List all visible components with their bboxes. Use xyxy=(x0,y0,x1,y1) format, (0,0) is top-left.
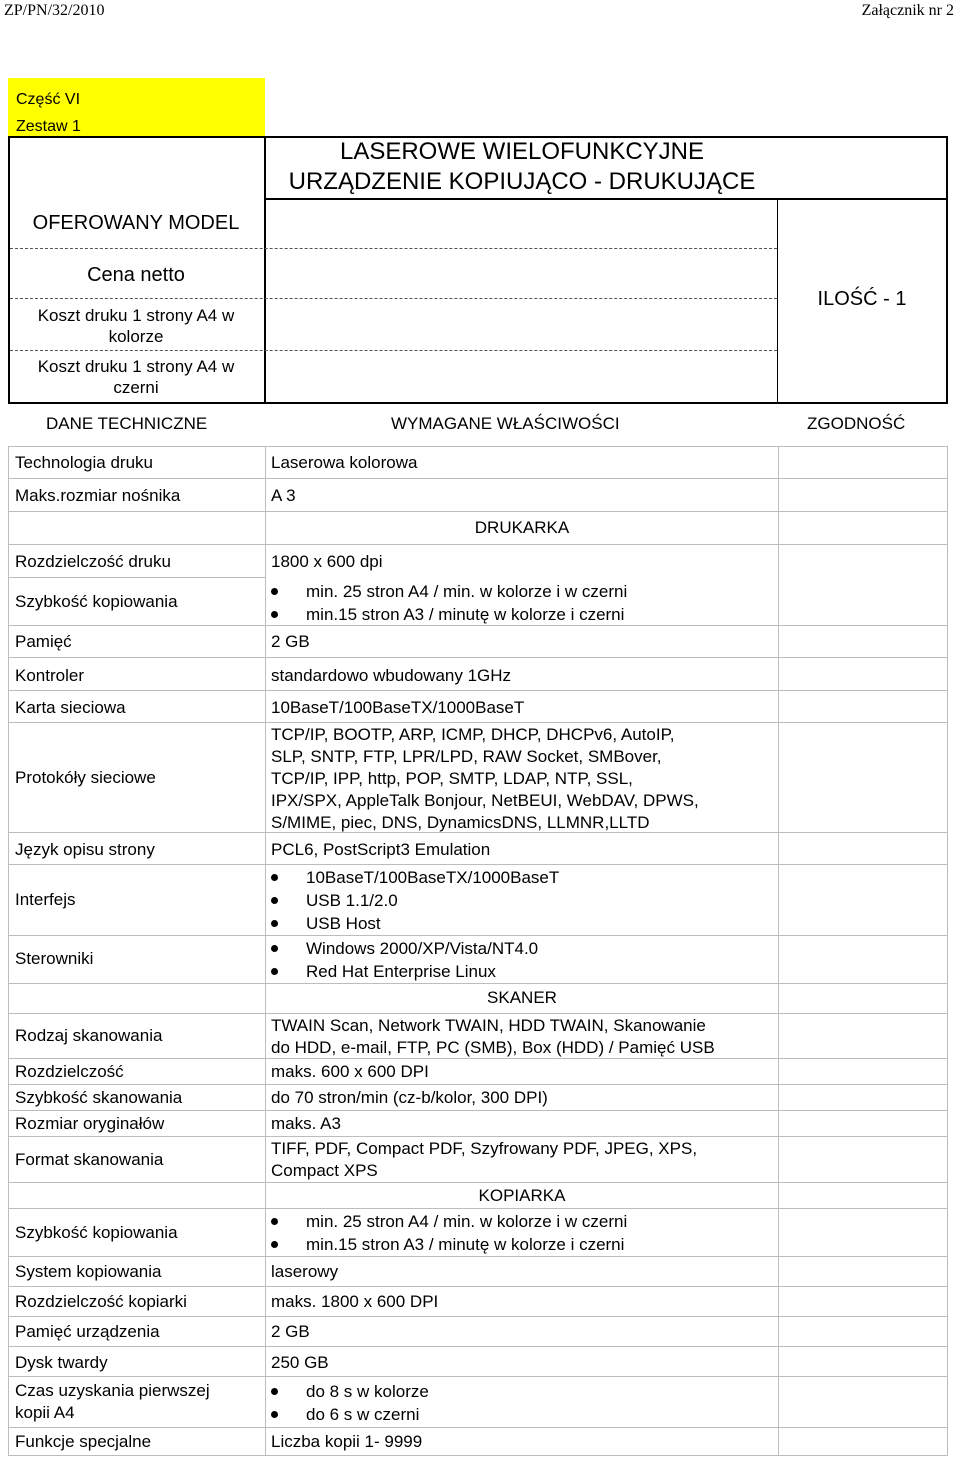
document-reference: ZP/PN/32/2010 xyxy=(4,2,105,19)
value-network-card: 10BaseT/100BaseTX/1000BaseT xyxy=(271,698,525,717)
value-copy-system: laserowy xyxy=(271,1262,339,1281)
set-number: Zestaw 1 xyxy=(16,118,81,135)
section-scanner: SKANER xyxy=(487,988,557,1007)
table-rule xyxy=(8,1182,948,1183)
color-page-cost-label: Koszt druku 1 strony A4 w kolorze xyxy=(37,306,235,346)
label-print-resolution: Rozdzielczość druku xyxy=(15,552,171,571)
label-memory: Pamięć xyxy=(15,632,72,651)
value-special-functions: Liczba kopii 1- 9999 xyxy=(271,1432,423,1451)
table-rule xyxy=(8,1084,948,1085)
label-first-copy-time: Czas uzyskania pierwszej kopii A4 xyxy=(15,1381,210,1422)
attachment-label: Załącznik nr 2 xyxy=(861,2,954,19)
value-network-protocols: TCP/IP, BOOTP, ARP, ICMP, DHCP, DHCPv6, AutoIP, SLP, SNTP, FTP, LPR/LPD, RAW Socket, SMBover, TCP/IP, IPP, http, POP, SMTP, LDAP, NTP, SSL, IPX/SPX, AppleTalk Bonjour, NetBEUI, WebDAV, DPWS, S/MIME, piec, DNS, DynamicsDNS, LLMNR,LLTD xyxy=(271,725,699,832)
quantity-label: ILOŚĆ - 1 xyxy=(817,288,907,310)
list-item: USB Host xyxy=(271,912,559,935)
copy-speed-list xyxy=(271,1210,627,1256)
value-scan-resolution: maks. 600 x 600 DPI xyxy=(271,1062,429,1081)
value-scan-speed: do 70 stron/min (cz-b/kolor, 300 DPI) xyxy=(271,1088,548,1107)
table-rule xyxy=(8,511,948,512)
table-rule xyxy=(8,864,948,865)
value-scan-type: TWAIN Scan, Network TWAIN, HDD TWAIN, Skanowanie do HDD, e-mail, FTP, PC (SMB), Box (HDD) / Pamięć USB xyxy=(271,1016,715,1057)
table-vertical-left xyxy=(8,446,9,1456)
frame-bottom xyxy=(8,402,948,404)
list-item: USB 1.1/2.0 xyxy=(271,889,559,912)
table-rule xyxy=(8,1427,948,1428)
table-rule xyxy=(8,1286,948,1287)
model-row-divider xyxy=(10,248,777,249)
first-copy-time-list xyxy=(271,1380,429,1426)
frame-title-bottom xyxy=(266,198,948,200)
label-scan-speed: Szybkość skanowania xyxy=(15,1088,183,1107)
label-copier-resolution: Rozdzielczość kopiarki xyxy=(15,1292,187,1311)
drivers-list xyxy=(271,937,538,983)
label-original-size: Rozmiar oryginałów xyxy=(15,1114,165,1133)
table-rule xyxy=(8,446,948,447)
list-item: Red Hat Enterprise Linux xyxy=(271,960,538,983)
part-label-box xyxy=(8,78,265,136)
column-tech-data: DANE TECHNICZNE xyxy=(46,414,208,433)
section-printer: DRUKARKA xyxy=(474,518,570,537)
frame-right xyxy=(946,136,948,404)
table-rule xyxy=(8,935,948,936)
list-item: min.15 stron A3 / minutę w kolorze i czerni xyxy=(271,1233,627,1256)
label-print-technology: Technologia druku xyxy=(15,453,153,472)
label-scan-format: Format skanowania xyxy=(15,1150,164,1169)
table-vertical-mid xyxy=(265,446,266,1456)
section-copier: KOPIARKA xyxy=(478,1186,566,1205)
column-compliance: ZGODNOŚĆ xyxy=(807,414,906,433)
list-item: do 8 s w kolorze xyxy=(271,1380,429,1403)
label-drivers: Sterowniki xyxy=(15,949,94,968)
label-max-media-size: Maks.rozmiar nośnika xyxy=(15,486,181,505)
value-copier-resolution: maks. 1800 x 600 DPI xyxy=(271,1292,439,1311)
label-controller: Kontroler xyxy=(15,666,84,685)
table-rule xyxy=(8,1376,948,1377)
table-rule xyxy=(8,1136,948,1137)
value-controller: standardowo wbudowany 1GHz xyxy=(271,666,512,685)
label-page-description-language: Język opisu strony xyxy=(15,840,155,859)
table-rule xyxy=(8,1316,948,1317)
value-print-technology: Laserowa kolorowa xyxy=(271,453,418,472)
table-rule xyxy=(8,690,948,691)
price-row-divider xyxy=(10,298,777,299)
column-requirements: WYMAGANE WŁAŚCIWOŚCI xyxy=(391,414,620,433)
label-copy-system: System kopiowania xyxy=(15,1262,162,1281)
value-max-media-size: A 3 xyxy=(271,486,296,505)
list-item: 10BaseT/100BaseTX/1000BaseT xyxy=(271,866,559,889)
label-scan-resolution: Rozdzielczość xyxy=(15,1062,124,1081)
list-item: min. 25 stron A4 / min. w kolorze i w czerni xyxy=(271,1210,627,1233)
bw-page-cost-label: Koszt druku 1 strony A4 w czerni xyxy=(37,357,235,397)
list-item: min. 25 stron A4 / min. w kolorze i w czerni xyxy=(271,580,627,603)
table-rule xyxy=(8,722,948,723)
table-rule xyxy=(8,1208,948,1209)
value-hard-disk: 250 GB xyxy=(271,1353,329,1372)
label-print-speed: Szybkość kopiowania xyxy=(15,592,178,611)
label-hard-disk: Dysk twardy xyxy=(15,1353,108,1372)
table-rule xyxy=(8,1455,948,1456)
value-original-size: maks. A3 xyxy=(271,1114,341,1133)
net-price-label: Cena netto xyxy=(87,264,185,286)
label-network-protocols: Protokóły sieciowe xyxy=(15,768,156,787)
label-scan-type: Rodzaj skanowania xyxy=(15,1026,163,1045)
value-print-resolution: 1800 x 600 dpi xyxy=(271,552,383,571)
table-rule xyxy=(8,1013,948,1014)
list-item: do 6 s w czerni xyxy=(271,1403,429,1426)
offered-model-label: OFEROWANY MODEL xyxy=(32,212,240,234)
part-number: Część VI xyxy=(16,91,81,108)
table-rule xyxy=(8,657,948,658)
label-special-functions: Funkcje specjalne xyxy=(15,1432,152,1451)
table-rule xyxy=(8,1256,948,1257)
table-rule xyxy=(8,478,948,479)
value-memory: 2 GB xyxy=(271,632,310,651)
document-title: LASEROWE WIELOFUNKCYJNE URZĄDZENIE KOPIUJĄCO - DRUKUJĄCE xyxy=(288,138,756,195)
list-item: min.15 stron A3 / minutę w kolorze i czerni xyxy=(271,603,627,626)
label-copy-speed: Szybkość kopiowania xyxy=(15,1223,178,1242)
interfaces-list xyxy=(271,866,559,935)
value-scan-format: TIFF, PDF, Compact PDF, Szyfrowany PDF, JPEG, XPS, Compact XPS xyxy=(271,1139,698,1180)
print-speed-list xyxy=(271,580,627,626)
cost-row-divider xyxy=(10,350,777,351)
value-device-memory: 2 GB xyxy=(271,1322,310,1341)
label-network-card: Karta sieciowa xyxy=(15,698,126,717)
table-rule xyxy=(8,577,266,578)
table-rule xyxy=(8,983,948,984)
table-vertical-right-inner xyxy=(778,446,779,1456)
value-page-description-language: PCL6, PostScript3 Emulation xyxy=(271,840,491,859)
table-vertical-right xyxy=(947,446,948,1456)
list-item: Windows 2000/XP/Vista/NT4.0 xyxy=(271,937,538,960)
label-interfaces: Interfejs xyxy=(15,890,76,909)
table-rule xyxy=(8,1110,948,1111)
table-rule xyxy=(8,1346,948,1347)
table-rule xyxy=(8,544,948,545)
label-device-memory: Pamięć urządzenia xyxy=(15,1322,160,1341)
